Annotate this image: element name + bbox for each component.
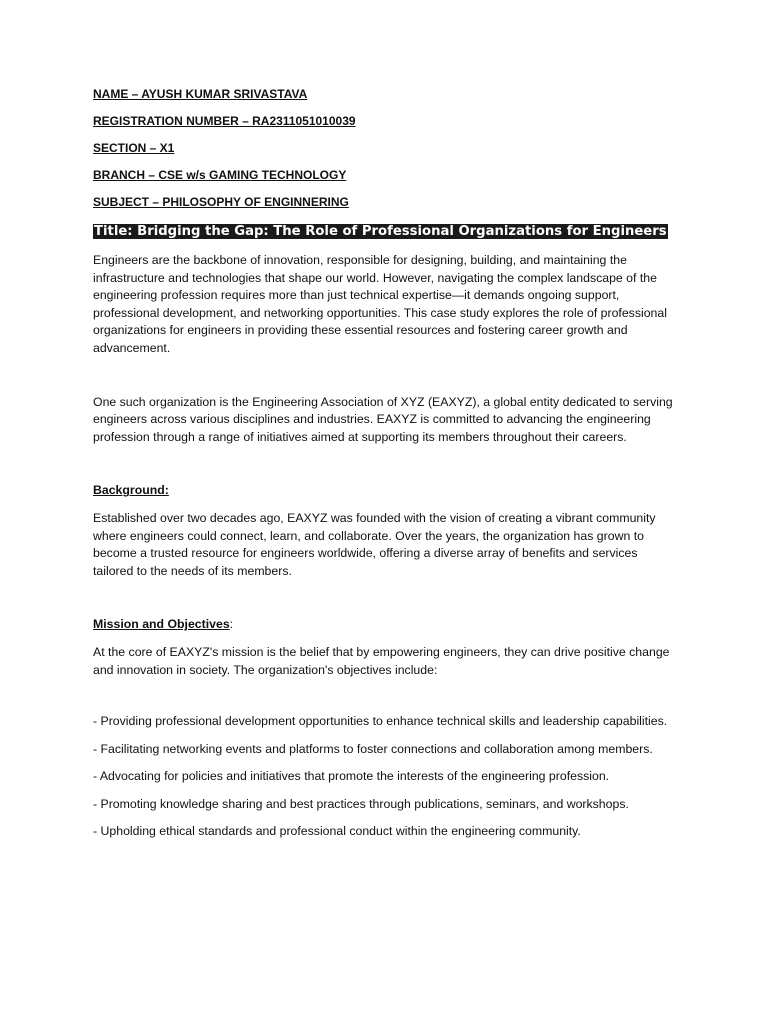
- spacer: [93, 368, 681, 394]
- intro-paragraph-1: Engineers are the backbone of innovation, responsible for designing, building, and maintaining the infrastructure and technologies that shape our world. However, navigating the complex landscape of the engineering profession requires more than just technical expertise—it demands ongoing support, professional development, and networking opportunities. This case study explores the role of professional organizations for engineers in providing these essential resources and fostering career growth and advancement.: [93, 253, 667, 355]
- mission-heading-text: Mission and Objectives: [93, 617, 230, 632]
- background-heading-text: Background:: [93, 483, 169, 498]
- registration-number: REGISTRATION NUMBER – RA2311051010039: [93, 114, 356, 128]
- objectives-list: [93, 713, 681, 841]
- document-body: [93, 86, 681, 851]
- list-item: - Upholding ethical standards and professional conduct within the engineering community.: [93, 824, 581, 839]
- mission-heading-colon: :: [229, 617, 234, 632]
- spacer: [93, 689, 681, 713]
- intro-paragraph-2: One such organization is the Engineering Association of XYZ (EAXYZ), a global entity dedicated to serving engineers across various disciplines and industries. EAXYZ is committed to advancing the engineering profession through a range of initiatives aimed at supporting its members throughout their careers.: [93, 394, 673, 444]
- section: SECTION – X1: [93, 141, 175, 155]
- list-item: - Providing professional development opportunities to enhance technical skills and leadership capabilities.: [93, 714, 668, 729]
- list-item: - Advocating for policies and initiatives that promote the interests of the engineering profession.: [93, 769, 610, 784]
- background-paragraph: Established over two decades ago, EAXYZ was founded with the vision of creating a vibrant community where engineers could connect, learn, and collaborate. Over the years, the organization has grown to become a trusted resource for engineers worldwide, offering a diverse array of benefits and services tailored to the needs of its members.: [93, 510, 656, 578]
- mission-paragraph: At the core of EAXYZ's mission is the belief that by empowering engineers, they can drive positive change and innovation in society. The organization's objectives include:: [93, 644, 670, 677]
- branch: BRANCH – CSE w/s GAMING TECHNOLOGY: [93, 168, 347, 182]
- background-heading: [93, 482, 681, 500]
- list-item: - Facilitating networking events and platforms to foster connections and collaboration among members.: [93, 741, 653, 756]
- document-title-block: [93, 223, 681, 240]
- student-name: NAME – AYUSH KUMAR SRIVASTAVA: [93, 87, 308, 101]
- document-title: Title: Bridging the Gap: The Role of Professional Organizations for Engineers: [94, 224, 667, 239]
- spacer: [93, 456, 681, 482]
- mission-heading: [93, 616, 681, 634]
- list-item: - Promoting knowledge sharing and best practices through publications, seminars, and workshops.: [93, 796, 629, 811]
- spacer: [93, 590, 681, 616]
- subject: SUBJECT – PHILOSOPHY OF ENGINNERING: [93, 195, 349, 209]
